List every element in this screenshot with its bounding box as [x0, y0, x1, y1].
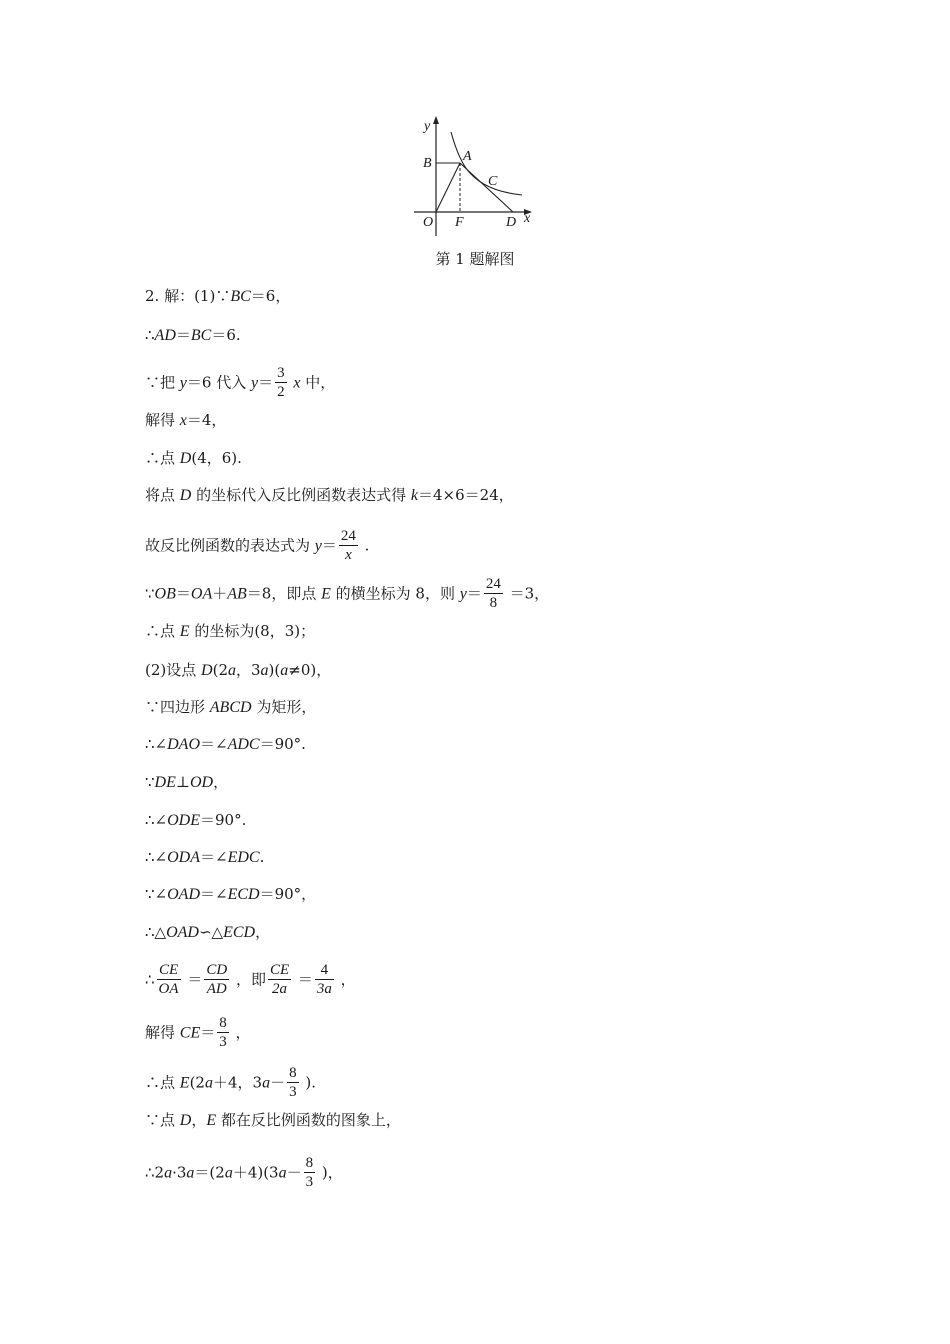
label-x: x: [524, 211, 531, 226]
math-variable: a: [262, 1074, 271, 1092]
math-variable: BC: [230, 288, 251, 305]
fraction-numerator: 24: [340, 528, 356, 544]
fraction: [304, 1154, 316, 1191]
text-run: ＝: [466, 584, 482, 603]
solution-line: [145, 528, 369, 565]
text-run: 故反比例函数的表达式为: [145, 536, 315, 555]
text-run: ＝3，: [504, 584, 550, 603]
solution-line: [145, 365, 335, 402]
text-run: (4，6).: [191, 449, 242, 467]
fraction-numerator: 8: [219, 1015, 227, 1031]
fraction-numerator: CE: [269, 962, 290, 978]
solution-line: [145, 660, 331, 681]
math-variable: y: [250, 374, 259, 392]
fraction: [484, 575, 503, 612]
math-variable: OD: [189, 774, 214, 791]
text-run: ＋4，3: [212, 1073, 263, 1092]
text-run: ＝: [321, 536, 337, 555]
text-run: ＝: [293, 970, 313, 989]
fraction-denominator: 3: [305, 1174, 314, 1190]
fraction-numerator: 24: [485, 576, 501, 592]
math-variable: x: [293, 374, 301, 392]
fraction: [287, 1064, 299, 1101]
figure-diagram: [405, 112, 540, 242]
math-variable: a: [186, 1164, 195, 1182]
fraction-denominator: 2a: [272, 981, 288, 997]
math-variable: D: [179, 450, 192, 467]
text-run: ∵: [145, 584, 155, 603]
text-run: ，: [230, 1023, 251, 1042]
text-run: 的横坐标为 8，则: [330, 584, 460, 603]
solution-line: [145, 1155, 343, 1192]
math-variable: a: [278, 1164, 287, 1182]
text-run: (2)设点: [145, 661, 202, 679]
math-variable: ODE: [167, 812, 201, 829]
text-run: 的坐标为(8，3)；: [189, 622, 316, 640]
fraction-numerator: 3: [277, 365, 285, 381]
solution-line: [145, 448, 242, 469]
math-variable: OAD: [167, 886, 201, 903]
math-variable: a: [228, 662, 236, 679]
math-variable: E: [179, 623, 190, 640]
text-run: ·3: [172, 1163, 187, 1182]
fraction: [204, 961, 229, 998]
text-run: ＝90°.: [259, 735, 306, 753]
math-variable: ABCD: [209, 699, 252, 716]
text-run: .: [259, 848, 265, 866]
fraction-denominator: 2: [277, 384, 285, 400]
math-variable: y: [179, 374, 187, 392]
solution-line: [145, 734, 306, 755]
solution-line: [145, 772, 228, 793]
text-run: ＝: [175, 326, 191, 344]
text-run: ∴点: [145, 622, 180, 640]
text-run: ＝8，即点: [246, 584, 322, 603]
text-run: ).: [300, 1073, 316, 1092]
solution-line: [145, 922, 270, 943]
math-variable: EDC: [227, 849, 260, 866]
text-run: ∴∠: [145, 811, 168, 829]
text-run: ＝90°，: [259, 885, 317, 903]
math-variable: CE: [179, 1024, 201, 1042]
math-variable: E: [179, 1074, 190, 1092]
solution-line: [145, 410, 226, 431]
text-run: ，: [213, 773, 229, 791]
text-run: ，3: [236, 661, 261, 679]
text-run: ＝∠: [200, 735, 228, 753]
text-run: ＝: [175, 584, 191, 603]
fraction-denominator: 3: [289, 1084, 297, 1100]
solution-line: [145, 576, 549, 613]
text-run: (2: [212, 661, 228, 679]
solution-line: [145, 621, 315, 642]
text-run: ，: [191, 1111, 207, 1129]
text-run: ∴2: [145, 1163, 165, 1182]
text-run: ∵: [145, 773, 155, 791]
solution-line: [145, 325, 241, 346]
text-run: ，即: [231, 970, 266, 989]
text-run: 为矩形，: [251, 698, 317, 716]
fraction-denominator: x: [345, 547, 352, 563]
fraction: [275, 364, 287, 401]
math-variable: AB: [227, 585, 247, 603]
text-run: ∵把: [145, 373, 180, 392]
label-C: C: [488, 174, 498, 189]
math-variable: OB: [154, 585, 176, 603]
label-D: D: [506, 215, 517, 230]
fraction-numerator: 8: [289, 1065, 297, 1081]
text-run: (2: [189, 1073, 205, 1092]
math-variable: OA: [190, 585, 213, 603]
math-variable: a: [260, 662, 269, 679]
text-run: 将点: [145, 486, 180, 504]
text-run: 的坐标代入反比例函数表达式得: [191, 486, 411, 504]
fraction: [339, 527, 358, 564]
text-run: ⊥: [175, 773, 190, 791]
math-variable: DAO: [167, 736, 201, 753]
solution-line: [145, 884, 316, 905]
figure-caption: 第 1 题解图: [435, 250, 515, 268]
text-run: ＋4)(3: [232, 1163, 279, 1182]
math-variable: y: [314, 537, 322, 555]
text-run: .: [359, 536, 370, 555]
text-run: )(: [268, 661, 281, 679]
fraction-denominator: AD: [206, 981, 227, 997]
fraction-denominator: OA: [158, 981, 179, 997]
text-run: ＋: [212, 584, 228, 603]
text-run: )，: [317, 1163, 343, 1182]
fraction-denominator: 3a: [316, 981, 332, 997]
math-variable: E: [206, 1112, 217, 1129]
text-run: ∴∠: [145, 735, 168, 753]
fraction-denominator: 3: [219, 1034, 227, 1050]
math-variable: D: [201, 662, 213, 679]
math-variable: BC: [190, 327, 212, 344]
text-run: ∴∠: [145, 848, 168, 866]
math-variable: y: [459, 585, 467, 603]
text-run: 中，: [300, 373, 336, 392]
text-run: ＝6.: [211, 326, 241, 344]
fraction-numerator: CE: [157, 961, 181, 980]
math-variable: a: [224, 1164, 233, 1182]
fraction-numerator: 4: [315, 961, 334, 980]
text-run: 解得: [145, 411, 180, 429]
math-variable: D: [179, 1112, 192, 1129]
fraction: [268, 961, 291, 998]
solution-line: [145, 286, 290, 307]
text-run: ＝4，: [186, 411, 227, 429]
fraction: [315, 961, 334, 998]
label-y: y: [424, 119, 431, 134]
fraction-denominator: 8: [489, 595, 498, 611]
math-variable: ECD: [223, 924, 256, 941]
math-variable: OAD: [166, 924, 199, 941]
text-run: ∴: [145, 970, 155, 989]
text-run: －: [270, 1073, 286, 1092]
label-O: O: [423, 215, 434, 230]
text-run: 都在反比例函数的图象上，: [216, 1111, 401, 1129]
label-F: F: [455, 215, 464, 230]
text-run: ∵点: [145, 1111, 180, 1129]
text-run: ＝: [258, 373, 274, 392]
solution-line: [145, 1110, 401, 1131]
text-run: ＝: [182, 970, 203, 989]
math-variable: x: [179, 412, 187, 429]
fraction-numerator: CD: [206, 962, 228, 978]
text-run: 解得: [145, 1023, 180, 1042]
math-variable: E: [321, 585, 331, 603]
text-run: ＝: [200, 1023, 216, 1042]
math-variable: a: [164, 1164, 173, 1182]
solution-line: [145, 1015, 251, 1052]
label-B: B: [423, 156, 432, 171]
math-variable: a: [280, 662, 289, 679]
text-run: ∵∠: [145, 885, 168, 903]
text-run: ＝6，: [250, 287, 291, 305]
text-run: ∴△: [145, 923, 167, 941]
solution-line: [145, 1065, 316, 1102]
solution-line: [145, 962, 356, 999]
text-run: ，: [335, 970, 356, 989]
text-run: ＝(2: [194, 1163, 225, 1182]
fraction: [217, 1014, 229, 1051]
label-A: A: [463, 149, 472, 164]
solution-line: [145, 810, 246, 831]
math-variable: ADC: [227, 736, 260, 753]
solution-line: [145, 485, 514, 506]
text-run: ∴: [145, 326, 155, 344]
math-variable: DE: [154, 774, 176, 791]
text-run: ∽△: [198, 923, 224, 941]
text-run: ＝∠: [200, 848, 228, 866]
fraction-numerator: 8: [305, 1155, 314, 1171]
text-run: ，: [255, 923, 271, 941]
fraction: [157, 961, 181, 998]
math-variable: ODA: [167, 849, 201, 866]
math-variable: k: [410, 487, 418, 504]
math-variable: AD: [154, 327, 176, 344]
text-run: ＝6 代入: [186, 373, 251, 392]
text-run: ∴点: [145, 449, 180, 467]
text-run: ≠0)，: [288, 661, 332, 679]
solution-line: [145, 847, 264, 868]
coordinate-diagram: [405, 112, 540, 242]
solution-line: [145, 697, 316, 718]
text-run: ＝∠: [200, 885, 228, 903]
text-run: ＝90°.: [200, 811, 247, 829]
math-variable: D: [179, 487, 192, 504]
math-variable: ECD: [227, 886, 260, 903]
text-run: 2. 解：(1)∵: [145, 287, 231, 305]
text-run: ＝4×6＝24，: [418, 486, 514, 504]
text-run: －: [286, 1163, 302, 1182]
text-run: ∴点: [145, 1073, 180, 1092]
text-run: ∵四边形: [145, 698, 210, 716]
math-variable: a: [204, 1074, 213, 1092]
